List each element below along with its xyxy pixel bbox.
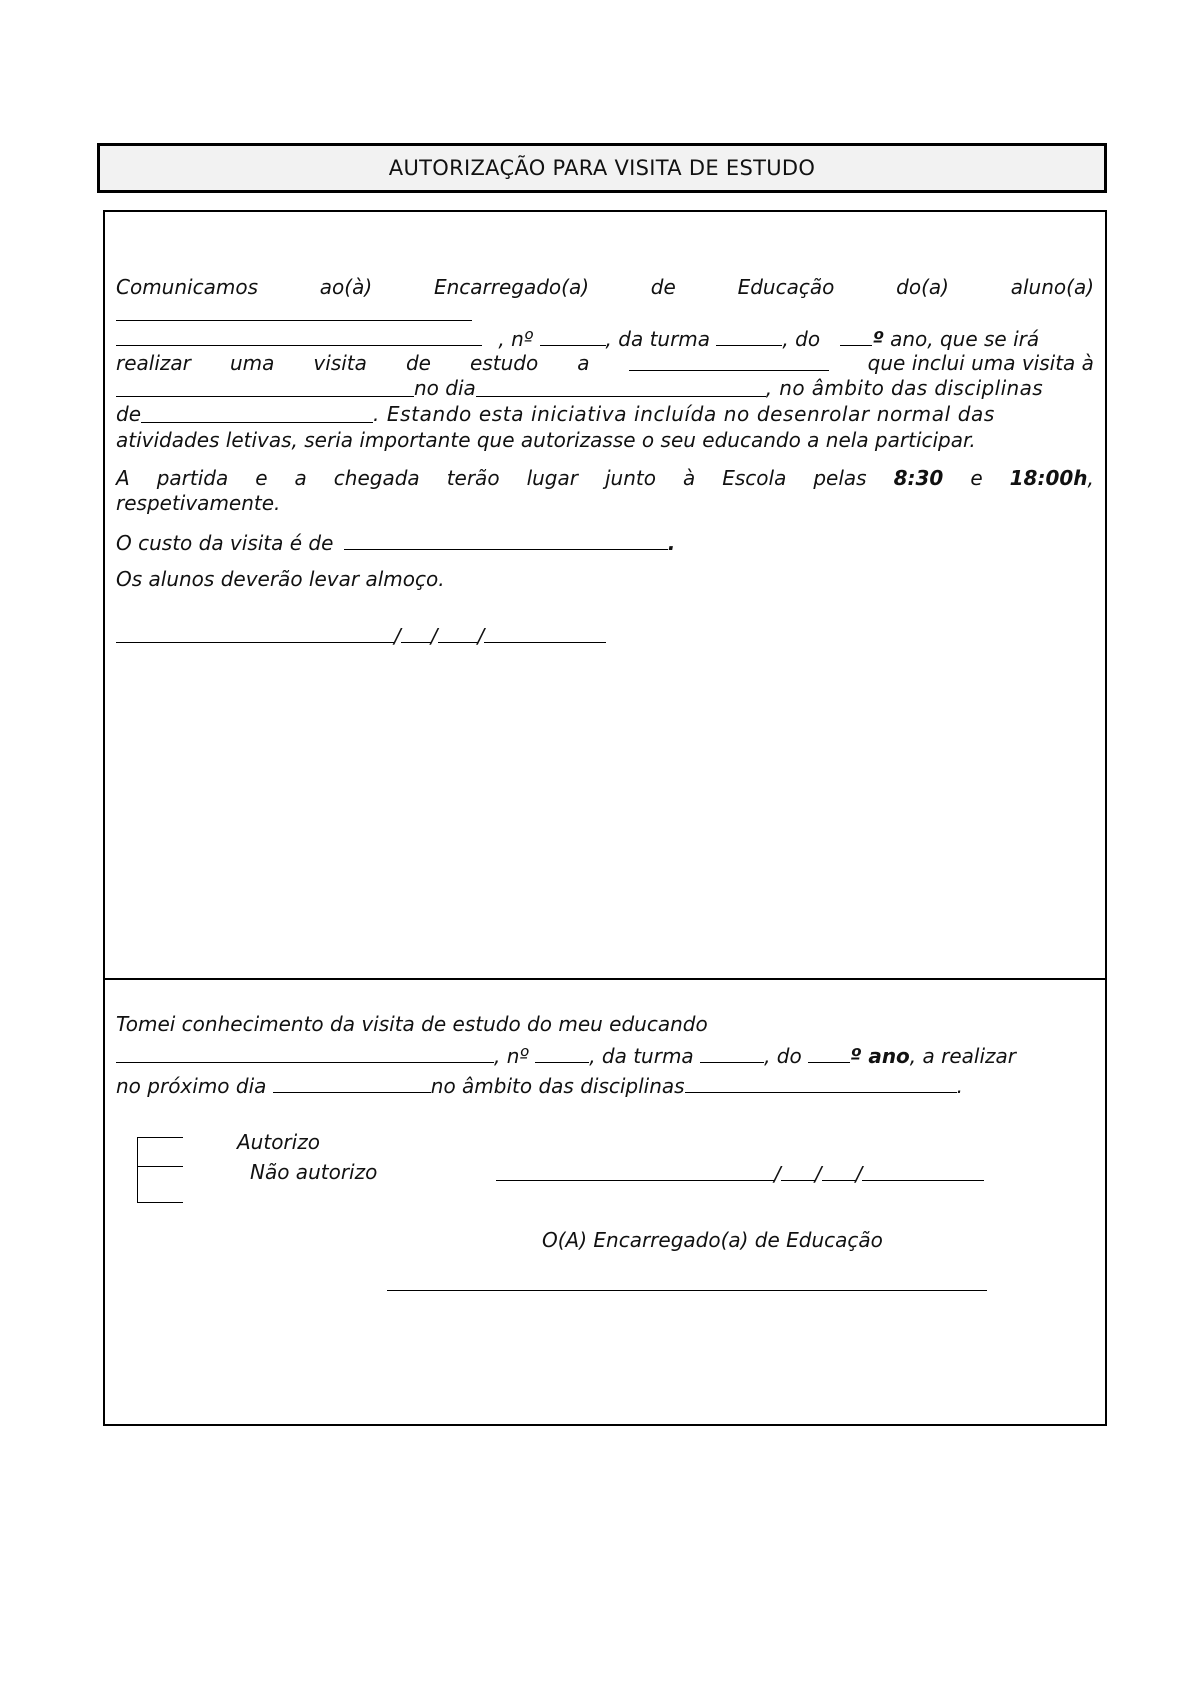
word: Comunicamos — [116, 275, 258, 299]
notice-line-2: , nº , da turma , do º ano, que se irá — [116, 325, 1039, 352]
guardian-signature-line[interactable] — [387, 1290, 987, 1291]
authorize-label: Autorizo — [237, 1130, 320, 1154]
not-authorize-label: Não autorizo — [250, 1160, 378, 1184]
reply-line-3: no próximo dia no âmbito das disciplinas . — [116, 1074, 963, 1098]
student-name-blank-2[interactable] — [116, 325, 482, 346]
notice-date-line[interactable]: / / / — [116, 622, 606, 649]
year-blank[interactable] — [840, 325, 872, 346]
year-field[interactable] — [484, 622, 606, 643]
authorize-checkbox[interactable] — [137, 1137, 183, 1167]
month-field[interactable] — [438, 622, 478, 643]
visit-place-blank[interactable] — [116, 376, 414, 397]
form-title — [97, 143, 1107, 193]
section-divider — [105, 978, 1105, 980]
form-title-text: AUTORIZAÇÃO PARA VISITA DE ESTUDO — [388, 156, 816, 180]
notice-line-6: atividades letivas, seria importante que autorizasse o seu educando a nela participar. — [116, 428, 976, 452]
reply-student-blank[interactable] — [116, 1042, 494, 1063]
number-blank[interactable] — [540, 325, 606, 346]
student-name-blank-1[interactable] — [116, 320, 472, 321]
notice-line-1 — [116, 274, 1094, 300]
reply-month-field[interactable] — [822, 1160, 856, 1181]
reply-year-field[interactable] — [862, 1160, 984, 1181]
reply-line-1: Tomei conhecimento da visita de estudo do meu educando — [116, 1012, 708, 1036]
reply-year-blank[interactable] — [808, 1042, 850, 1063]
word: ao(à) — [319, 275, 373, 299]
day-blank[interactable] — [476, 376, 766, 397]
reply-class-blank[interactable] — [700, 1042, 764, 1063]
not-authorize-checkbox[interactable] — [137, 1167, 183, 1203]
reply-day-blank[interactable] — [273, 1072, 431, 1093]
notice-line-5: de . Estando esta iniciativa incluída no desenrolar normal das — [116, 402, 995, 426]
class-blank[interactable] — [716, 325, 782, 346]
word: do(a) — [896, 275, 949, 299]
notice-line-4: no dia , no âmbito das disciplinas — [116, 376, 1094, 401]
reply-line-2: , nº , da turma , do º ano, a realizar — [116, 1042, 1016, 1069]
cost-line: O custo da visita é de . — [116, 531, 676, 555]
reply-subjects-blank[interactable] — [685, 1072, 957, 1093]
word: Encarregado(a) — [433, 275, 589, 299]
notice-line-7: A partida e a chegada terão lugar junto à Escola pelas 8:30 e 18:00h, — [116, 466, 1094, 490]
notice-line-8: respetivamente. — [116, 491, 281, 515]
guardian-label: O(A) Encarregado(a) de Educação — [542, 1228, 883, 1252]
form-body — [103, 210, 1107, 1426]
arrival-time: 18:00h — [1009, 466, 1088, 490]
place-blank[interactable] — [116, 622, 394, 643]
subjects-blank[interactable] — [141, 402, 373, 423]
notice-line-3: realizar uma visita de estudo a que inclui uma visita à — [116, 351, 1094, 375]
reply-number-blank[interactable] — [535, 1042, 589, 1063]
word: de — [650, 275, 676, 299]
reply-date-line[interactable]: / / / — [496, 1160, 984, 1187]
word: Educação — [737, 275, 835, 299]
cost-blank[interactable] — [344, 529, 668, 550]
reply-place-blank[interactable] — [496, 1160, 774, 1181]
word: aluno(a) — [1010, 275, 1094, 299]
day-field[interactable] — [401, 622, 431, 643]
destination-blank[interactable] — [629, 350, 829, 371]
lunch-line: Os alunos deverão levar almoço. — [116, 567, 445, 591]
reply-day-field[interactable] — [781, 1160, 815, 1181]
departure-time: 8:30 — [893, 466, 944, 490]
